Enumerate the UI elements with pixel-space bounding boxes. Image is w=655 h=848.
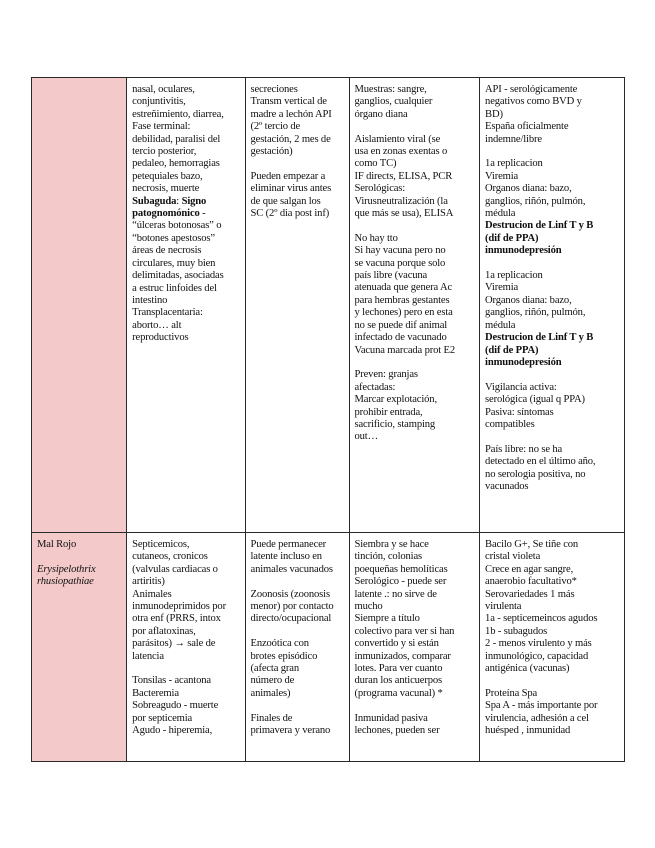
text-line: infectado de vacunado (354, 332, 447, 344)
text-line: Bacteremia (132, 687, 179, 699)
text-line: circulares, muy bien (132, 257, 216, 269)
text-line (485, 675, 619, 687)
text-line: Aislamiento viral (se (354, 133, 441, 145)
text-line (355, 357, 475, 369)
text-line: otra enf (PRRS, intox (132, 613, 221, 625)
text-line (355, 121, 475, 133)
text-line: Siempre a título (354, 613, 420, 625)
disease-name-cell (32, 533, 127, 762)
text-line (251, 626, 344, 638)
signo-label-2: patognomónico (132, 208, 200, 220)
species-name: rhusiopathiae (37, 576, 94, 588)
subagudo-sep: : (176, 195, 182, 207)
text-line: no se puede dif animal (354, 319, 448, 331)
text-line: Proteína Spa (485, 687, 538, 699)
text-line: Crece en agar sangre, (485, 563, 574, 575)
text-line: petequiales bazo, (132, 170, 203, 182)
bold-note: inmunodepresión (485, 356, 562, 368)
text-line: BD) (485, 108, 503, 120)
text-line: Fase terminal: (132, 121, 191, 133)
text-line: debilidad, paralisi del (132, 133, 221, 145)
text-line: para hembras gestantes (354, 294, 450, 306)
text-line: Transm vertical de (250, 96, 327, 108)
text-line: “botones apestosos” (132, 232, 215, 244)
text-line (132, 663, 239, 675)
text-line: serológica (igual q PPA) (485, 394, 585, 406)
text-line: Pasiva: síntomas (485, 406, 554, 418)
signo-tail: - (199, 208, 206, 220)
text-line (251, 700, 344, 712)
text-line: latencia (132, 650, 164, 662)
text-line: (2º tercio de (250, 121, 301, 133)
text-line: lechones, pueden ser (354, 725, 440, 737)
text-line: “úlceras botonosas” o (132, 220, 222, 232)
text-line: No hay tto (354, 232, 398, 244)
text-line: sacrificio, stamping (354, 418, 436, 430)
text-line: detectado en el último año, (485, 456, 596, 468)
text-line: reproductivos (132, 332, 189, 344)
text-line: Transplacentaria: (132, 307, 203, 319)
subagudo-line (132, 196, 239, 208)
text-line: se vacuna porque solo (354, 257, 446, 269)
text-line: antigénica (vacunas) (485, 663, 570, 675)
text-line: Pueden empezar a (250, 170, 326, 182)
text-line: gestación) (250, 146, 293, 158)
diagnosis-cell (349, 78, 480, 533)
signo-label: Signo (181, 195, 207, 207)
text-line: madre a lechón API (250, 108, 332, 120)
bold-note: (dif de PPA) (485, 344, 539, 356)
text-line: y lechones) pero en esta (354, 307, 453, 319)
text-line: como TC) (354, 158, 397, 170)
text-line: indemne/libre (485, 133, 542, 145)
text-line: Tonsilas - acantona (132, 675, 211, 687)
text-line: duran los anticuerpos (354, 675, 442, 687)
diagnosis-list (355, 539, 475, 737)
text-line: Sobreagudo - muerte (132, 700, 219, 712)
signo-line (132, 208, 239, 220)
text-line: lotes. Para ver cuanto (354, 663, 443, 675)
text-line: latente incluso en (250, 551, 322, 563)
text-line: gestación, 2 mes de (250, 133, 331, 145)
text-line: Marcar explotación, (354, 394, 437, 406)
text-line: usa en zonas exentas o (354, 146, 448, 158)
text-line: out… (354, 431, 379, 443)
text-line: tinción, colonias (354, 551, 422, 563)
diagnosis-list (355, 84, 475, 444)
text-line: país libre (vacuna (354, 270, 428, 282)
text-line: Vacuna marcada prot E2 (354, 344, 456, 356)
text-line: cristal violeta (485, 551, 541, 563)
notes-cell (480, 533, 625, 762)
text-line: Viremia (485, 282, 519, 294)
text-line: tercio posterior, (132, 146, 197, 158)
text-line: eliminar virus antes (250, 183, 332, 195)
text-line: Vigilancia activa: (485, 381, 557, 393)
text-line: aborto… alt (132, 319, 182, 331)
text-line: 1a replicacion (485, 270, 543, 282)
text-line: nasal, oculares, (132, 84, 195, 95)
text-line: ganglios, riñón, pulmón, (485, 195, 586, 207)
text-line: directo/ocupacional (250, 613, 332, 625)
text-line: conjuntivitis, (132, 96, 186, 108)
bold-note: Destrucion de Linf T y B (485, 220, 594, 232)
clinical-signs-cell (127, 533, 245, 762)
text-line: mucho (354, 601, 383, 613)
text-line: brotes episódico (250, 650, 318, 662)
text-line: Serovariedades 1 más (485, 588, 575, 600)
text-line: Muestras: sangre, (354, 84, 427, 95)
notes-cell (480, 78, 625, 533)
text-line: 1a replicacion (485, 158, 543, 170)
text-line: (valvulas cardiacas o (132, 563, 218, 575)
text-line: (programa vacunal) * (354, 687, 443, 699)
text-line: Serológicas: (354, 183, 406, 195)
text-line: poequeñas hemolíticas (354, 563, 448, 575)
text-line: parásitos) → sale de (132, 638, 216, 650)
text-line: Viremia (485, 170, 519, 182)
text-line: País libre: no se ha (485, 443, 563, 455)
transmission-cell (245, 533, 349, 762)
text-line: no serologia positiva, no (485, 468, 586, 480)
text-line: huésped , inmunidad (485, 725, 571, 737)
disease-name: Mal Rojo (37, 539, 77, 550)
text-line: que más se usa), ELISA (354, 208, 454, 220)
text-line (485, 146, 619, 158)
text-line: Si hay vacuna pero no (354, 245, 446, 257)
text-line: ganglios, riñón, pulmón, (485, 307, 586, 319)
notes-table (31, 77, 625, 762)
text-line: Inmunidad pasiva (354, 712, 428, 724)
bold-note: Destrucion de Linf T y B (485, 332, 594, 344)
notes-list-a (485, 84, 619, 220)
text-line: colectivo para ver si han (354, 625, 455, 637)
text-line: secreciones (250, 84, 298, 95)
text-line: Preven: granjas (354, 369, 418, 381)
text-line: negativos como BVD y (485, 96, 582, 108)
text-line: SC (2º dia post inf) (250, 208, 330, 220)
clinical-signs-list (132, 84, 239, 196)
text-line: Spa A - más importante por (485, 700, 598, 712)
text-line: (afecta gran (250, 663, 299, 675)
table-row (32, 533, 625, 762)
text-line: áreas de necrosis (132, 245, 202, 257)
text-line: virulencia, adhesión a cel (485, 712, 589, 724)
text-line (485, 431, 619, 443)
clinical-signs-cell (127, 78, 245, 533)
clinical-signs-rest (132, 220, 239, 344)
text-line: España oficialmente (485, 121, 569, 133)
text-line: Siembra y se hace (354, 539, 429, 550)
text-line: prohibir entrada, (354, 406, 423, 418)
text-line: por aflatoxinas, (132, 625, 196, 637)
text-line: necrosis, muerte (132, 183, 200, 195)
text-line: Enzoótica con (250, 638, 309, 650)
text-line: delimitadas, asociadas (132, 270, 224, 282)
text-line: médula (485, 319, 516, 331)
text-line: compatibles (485, 418, 535, 430)
text-line: convertido y si están (354, 638, 439, 650)
notes-list-c (485, 382, 619, 494)
text-line: de que salgan los (250, 195, 321, 207)
text-line: ganglios, cualquier (354, 96, 433, 108)
table-row (32, 78, 625, 533)
text-line: Finales de (250, 712, 293, 724)
text-line: Organos diana: bazo, (485, 183, 572, 195)
text-line (355, 220, 475, 232)
text-line: pedaleo, hemorragias (132, 158, 220, 170)
text-line: Bacilo G+, Se tiñe con (485, 539, 579, 550)
text-line: Serológico - puede ser (354, 576, 447, 588)
text-line: 1b - subagudos (485, 625, 548, 637)
bold-note: (dif de PPA) (485, 232, 539, 244)
text-line: estreñimiento, diarrea, (132, 108, 224, 120)
text-line: Organos diana: bazo, (485, 294, 572, 306)
notes-list-b (485, 270, 619, 332)
text-line: primavera y verano (250, 725, 331, 737)
text-line: Animales (132, 588, 172, 600)
text-line: a estruc linfoides del (132, 282, 217, 294)
text-line: anaerobio facultativo* (485, 576, 577, 588)
text-line: 2 - menos virulento y más (485, 638, 592, 650)
text-line: menor) por contacto (250, 601, 334, 613)
text-line: Septicemicos, (132, 539, 190, 550)
text-line: 1a - septicemeincos agudos (485, 613, 598, 625)
text-line: por septicemia (132, 712, 193, 724)
text-line: virulenta (485, 601, 522, 613)
subagudo-label: Subaguda (132, 195, 177, 207)
text-line: API - serológicamente (485, 84, 578, 95)
text-line: intestino (132, 294, 168, 306)
text-line: IF directs, ELISA, PCR (354, 170, 453, 182)
clinical-signs-list (132, 539, 239, 737)
text-line: Virusneutralización (la (354, 195, 448, 207)
species-name: Erysipelothrix (37, 563, 96, 575)
text-line (251, 158, 344, 170)
text-line: inmunodeprimidos por (132, 601, 226, 613)
notes-list (485, 539, 619, 737)
text-line: Zoonosis (zoonosis (250, 588, 330, 600)
text-line: vacunados (485, 480, 529, 492)
transmission-cell (245, 78, 349, 533)
bold-note: inmunodepresión (485, 245, 562, 257)
text-line: animales vacunados (250, 563, 333, 575)
text-line: inmunológico, capacidad (485, 650, 589, 662)
text-line: animales) (250, 687, 291, 699)
text-line: atenuada que genera Ac (354, 282, 453, 294)
text-line: afectadas: (354, 381, 396, 393)
text-line (355, 700, 475, 712)
diagnosis-cell (349, 533, 480, 762)
transmission-list (251, 539, 344, 737)
text-line: órgano diana (354, 108, 408, 120)
text-line: Puede permanecer (250, 539, 327, 550)
text-line: Agudo - hiperemia, (132, 725, 213, 737)
text-line: médula (485, 208, 516, 220)
transmission-list (251, 84, 344, 220)
text-line (251, 576, 344, 588)
text-line: artiritis) (132, 576, 165, 588)
text-line: cutaneos, cronicos (132, 551, 208, 563)
text-line: inmunizados, comparar (354, 650, 451, 662)
text-line: número de (250, 675, 295, 687)
text-line: latente .: no sirve de (354, 588, 437, 600)
disease-name-cell (32, 78, 127, 533)
